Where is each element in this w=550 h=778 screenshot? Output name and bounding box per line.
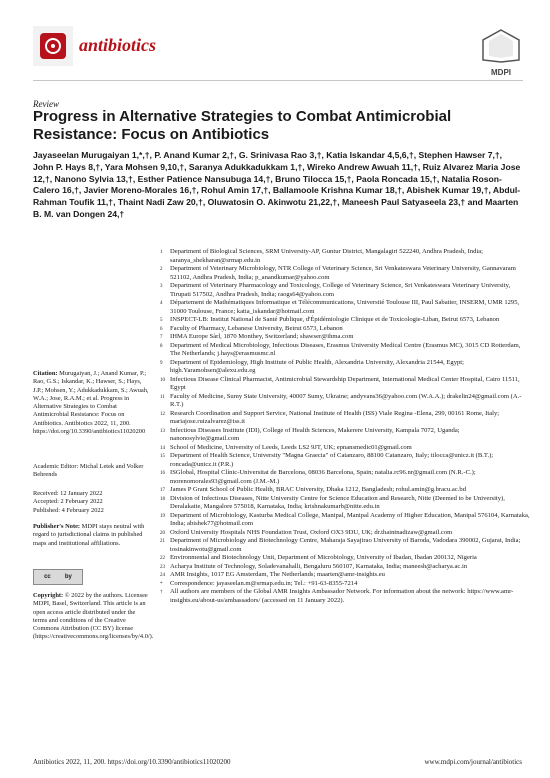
affiliation-item [160,571,530,580]
affiliation-text: Division of Infectious Diseases, Nitte University Centre for Science Education and Research, Nitte (Deemed to be University), Deralakatte, Mangalore 575018, Karnataka, India; krishnakumarb@nitte.edu.in [170,494,505,510]
copyright-label: Copyright: [33,592,64,599]
affiliation-item [160,469,530,486]
affiliation-text: Department of Veterinary Pharmacology and Toxicology, College of Veterinary Science, Sri Venkateswara Veterinary University, Tirupati 517502, Andhra Pradesh, India; raogs64@yahoo.com [170,282,511,298]
footer-journal-url[interactable]: www.mdpi.com/journal/antibiotics [424,758,522,766]
published-date: Published: 4 February 2022 [33,506,104,514]
affiliation-item [160,333,530,342]
article-type: Review [33,99,59,109]
affiliation-number: 2 [160,267,163,272]
header-divider [33,80,523,81]
affiliation-text: Department of Veterinary Microbiology, NTR College of Veterinary Science, Sri Venkateswara Veterinary University, Gannavaram 521102, Andhra Pradesh, India; p_anandkumar@yahoo.com [170,265,516,281]
affiliation-item [160,427,530,444]
affiliation-number: 11 [160,394,165,400]
affiliation-text: Infectious Disease Clinical Pharmacist, Antimicrobial Stewardship Department, International Medical Center Hospital, Cairo 11511, Egypt [170,375,520,391]
cc-by-license-badge[interactable] [33,569,83,585]
affiliation-text: Department of Microbiology, Kasturba Medical College, Manipal, Manipal Academy of Higher Education, Manipal 576104, Karnataka, India; abishek77@hotmail.com [170,511,530,527]
affiliation-item [160,512,530,529]
affiliation-item [160,265,530,282]
affiliation-number: 14 [160,445,165,451]
affiliation-number: 23 [160,564,165,570]
affiliation-number: 8 [160,343,163,349]
affiliation-text: ISGlobal, Hospital Clínic-Universitat de Barcelona, 08036 Barcelona, Spain; natalia.rc96.nr@gmail.com (N.R.-C.); morenomorales93@gmail.com (J.M.-M.) [170,469,476,485]
dates-block [33,490,151,515]
affiliation-number: 15 [160,454,165,459]
affiliation-number: 18 [160,496,165,502]
publisher-note-label: Publisher's Note: [33,523,81,530]
affiliation-text: Department of Epidemiology, High Institute of Public Health, Alexandria University, Alexandria 21544, Egypt; high.Yaramohsen@alexu.edu.eg [170,358,464,374]
affiliation-text: Department of Health Science, University "Magna Graecia" of Catanzaro, 88100 Catanzaro, Italy; tilocca@unicz.it (B.T.); roncada@unicz.it (P.R.) [170,452,494,468]
affiliation-number: 6 [160,326,163,332]
affiliation-number: 3 [160,284,163,289]
affiliation-item [160,554,530,563]
article-title: Progress in Alternative Strategies to Combat Antimicrobial Resistance: Focus on Antibiotics [33,108,452,143]
affiliation-number: 1 [160,250,163,255]
affiliation-text: Faculty of Medicine, Sumy State University, 40007 Sumy, Ukraine; andyvans36@yahoo.com (W.A.A.); drakelin24@gmail.com (A.-R.T.) [170,392,522,408]
affiliation-item [160,410,530,427]
by-icon: by [64,573,72,580]
affiliation-text: Département de Mathématiques Informatique et Télécommunications, Université Toulouse III, Paul Sabatier, INSERM, UMR 1295, 31000 Toulouse, France; katia_iskandar@hotmail.com [170,299,520,315]
affiliation-number: 13 [160,428,165,434]
cc-icon: cc [44,573,51,580]
affiliation-text: Department of Biological Sciences, SRM University-AP, Guntur District, Mangalagiri 522240, Andhra Pradesh, India; saranya_shekharan@srmap.edu.in [170,248,483,264]
journal-name: antibiotics [79,35,157,55]
copyright-block [33,592,154,642]
affiliation-item [160,495,530,512]
journal-logo [33,26,73,66]
journal-logo-icon [38,31,68,61]
affiliation-number: 7 [160,335,163,340]
author-list: Jayaseelan Murugaiyan 1,*,†, P. Anand Kumar 2,†, G. Srinivasa Rao 3,†, Katia Iskandar 4,5,6,†, Stephen Hawser 7,†, John P. Hays 8,†, Yara Mohsen 9,10,†, Saranya Adukkadukkam 1,†, Wireko Andrew Awuah 11,†, Ruiz Alvarez Maria Jose 12,†, Nanono Sylvia 13,†, Esther Patience Nansubuga 14,†, Bruno Tilocca 15,†, Paola Roncada 15,†, Natalia Roson-Calero 16,†, Javier Moreno-Morales 16,†, Rohul Amin 17,†, Ballamoole Krishna Kumar 18,†, Abishek Kumar 19,†, Abdul-Rahman Toufik 11,†, Thaint Nadi Zaw 20,†, Oluwatosin O. Akinwotu 21,22,†, Maneesh Paul Satyaseela 23,† and Maarten B. M. van Dongen 24,† [33,150,521,219]
affiliation-text: Acharya Institute of Technology, Soladevanahalli, Bengaluru 560107, Karnataka, India; maneesh@acharya.ac.in [170,562,468,570]
affiliation-text: Oxford University Hospitals NHS Foundation Trust, Oxford OX3 9DU, UK; dr.thaintnadizaw@gmail.com [170,528,453,536]
affiliation-item [160,282,530,299]
received-date: Received: 12 January 2022 [33,490,103,497]
affiliation-item [160,588,530,605]
affiliation-item [160,537,530,554]
affiliation-number: 10 [160,377,165,383]
affiliation-number: * [160,581,163,587]
affiliation-number: 5 [160,318,163,323]
editor-block [33,463,151,480]
affiliation-item [160,444,530,453]
accepted-date: Accepted: 2 February 2022 [33,498,103,506]
affiliation-text: Research Coordination and Support Service, National Institute of Health (ISS) Viale Regina -Elena, 299, 00161 Rome, Italy; mariajose.ruizalvarez@iss.it [170,409,500,425]
affiliation-number: 9 [160,360,163,366]
affiliation-item [160,452,530,469]
affiliation-item [160,393,530,410]
affiliation-number: 17 [160,488,165,493]
affiliation-number: 24 [160,573,165,578]
affiliation-number: 12 [160,411,165,417]
affiliation-text: School of Medicine, University of Leeds, Leeds LS2 9JT, UK; epnansmedic01@gmail.com [170,443,412,451]
citation-label: Citation: [33,370,58,377]
affiliation-text: James P Grant School of Public Health, BRAC University, Dhaka 1212, Bangladesh; rohul.amin@g.bracu.ac.bd [170,486,467,493]
editor-name: Michal Letek and Volker Behrends [33,463,144,479]
affiliation-item [160,376,530,393]
affiliation-text: Infectious Diseases Institute (IDI), College of Health Sciences, Makerere University, Kampala 7072, Uganda; nanonosylvie@gmail.com [170,426,460,442]
affiliation-text: AMR Insights, 1017 EG Amsterdam, The Netherlands; maarten@amr-insights.eu [170,571,385,578]
affiliation-text: Faculty of Pharmacy, Lebanese University, Beirut 6573, Lebanon [170,324,343,332]
affiliation-item [160,486,530,495]
affiliation-item [160,299,530,316]
affiliation-item [160,529,530,538]
publisher-note-text: MDPI stays neutral with regard to jurisdictional claims in published maps and institutional affiliations. [33,523,145,547]
license-badge-wrapper [33,567,151,585]
affiliation-number: 21 [160,539,165,544]
affiliation-number: 4 [160,301,163,306]
affiliation-text: Environmental and Biotechnology Unit, Department of Microbiology, University of Ibadan, Ibadan 200132, Nigeria [170,554,477,561]
editor-label: Academic Editor: [33,463,79,470]
affiliation-text: All authors are members of the Global AMR Insights Ambassador Network. For information about the network: https://www.amr-insights.eu/about-us/ambassadors/ (accessed on 11 January 2022). [170,588,514,604]
publisher-note [33,523,151,548]
affiliation-text: Correspondence: jayaseelan.m@srmap.edu.in; Tel.: +91-63-8355-7214 [170,579,358,587]
affiliation-item [160,580,530,589]
journal-header [33,22,523,77]
affiliation-item [160,342,530,359]
copyright-text: © 2022 by the authors. Licensee MDPI, Basel, Switzerland. This article is an open access article distributed under the terms and conditions of the Creative Commons Attribution (CC BY) license (https://creativecommons.org/licenses/by/4.0/). [33,592,154,641]
affiliation-item [160,316,530,325]
footer-citation[interactable]: Antibiotics 2022, 11, 200. https://doi.org/10.3390/antibiotics11020200 [33,758,231,766]
publisher-name: MDPI [491,68,511,77]
affiliation-text: Department of Medical Microbiology, Infectious Diseases, Erasmus University Medical Centre (Erasmus MC), 3015 CD Rotterdam, The Netherlands; j.hays@erasmusmc.nl [170,341,521,357]
citation-block [33,370,151,436]
affiliation-number: † [160,590,163,595]
affiliation-text: IHMA Europe Sàrl, 1870 Monthey, Switzerland; shawser@ihma.com [170,333,354,340]
affiliation-text: Department of Microbiology and Biotechnology Centre, Maharaja Sayajirao University of Baroda, Vadodara 390002, Gujarat, India; tosinakinwotu@gmail.com [170,537,521,553]
affiliation-item [160,248,530,265]
affiliation-item [160,325,530,334]
affiliation-text: INSPECT-LB: Institut National de Santé Publique, d'Épidémiologie Clinique et de Toxicologie-Liban, Beirut 6573, Lebanon [170,316,500,323]
affiliation-item [160,359,530,376]
affiliation-item [160,563,530,572]
affiliation-number: 22 [160,556,165,561]
citation-text: Murugaiyan, J.; Anand Kumar, P.; Rao, G.S.; Iskandar, K.; Hawser, S.; Hays, J.P.; Mohsen, Y.; Adukkadukkam, S.; Awuah, W.A.; Jose, R.A.M.; et al. Progress in Alternative Strategies to Combat Antimicrobial Resistance: Focus on Antibiotics. Antibiotics 2022, 11, 200. https://doi.org/10.3390/antibiotics11020200 [33,370,149,436]
affiliation-list [160,248,530,605]
mdpi-logo-icon [479,28,523,64]
affiliation-number: 20 [160,530,165,536]
affiliation-number: 16 [160,471,165,476]
affiliation-number: 19 [160,513,165,519]
